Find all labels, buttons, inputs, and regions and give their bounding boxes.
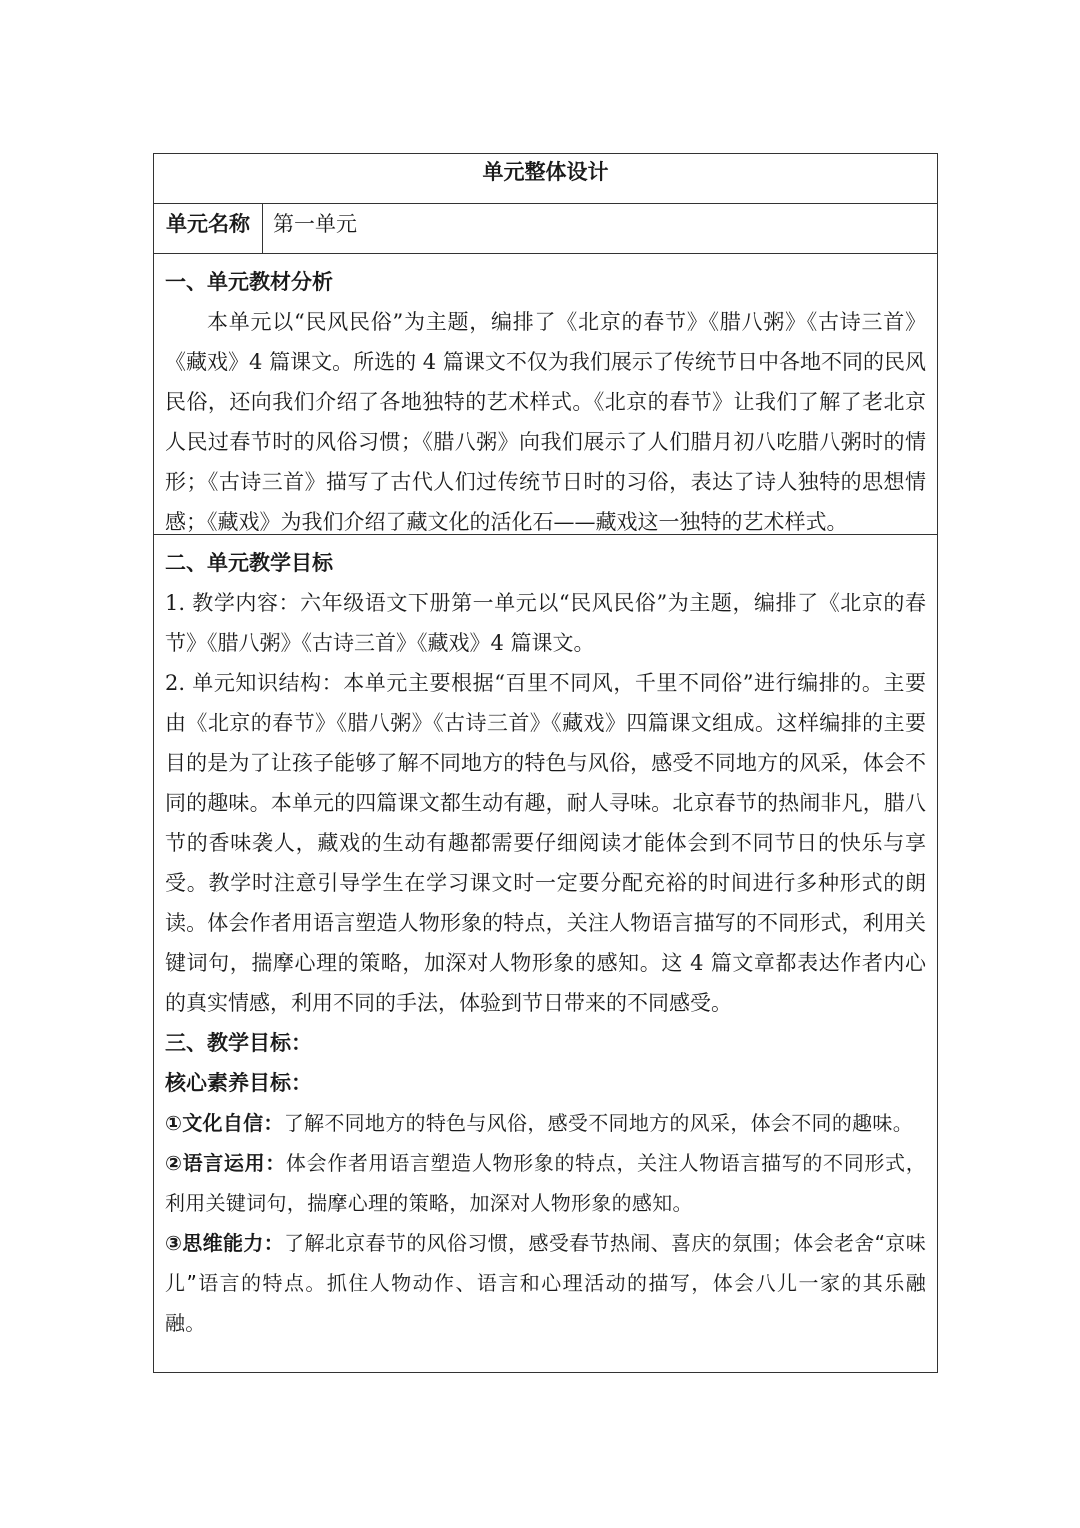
- unit-name-label: 单元名称: [154, 204, 263, 253]
- section-material-analysis: [154, 254, 937, 535]
- goal-lead: ③思维能力：: [165, 1231, 285, 1255]
- goal-text: 体会作者用语言塑造人物形象的特点，关注人物语言描写的不同形式，利用关键词句，揣摩心理的策略，加深对人物形象的感知。: [165, 1151, 926, 1215]
- unit-design-table: [153, 153, 938, 1373]
- goal-lead: ②语言运用：: [165, 1151, 286, 1175]
- goal-text: 了解不同地方的特色与风俗，感受不同地方的风采，体会不同的趣味。: [283, 1111, 914, 1135]
- section2-heading: 二、单元教学目标: [165, 550, 333, 575]
- section2-item2: 2. 单元知识结构：本单元主要根据“百里不同风，千里不同俗”进行编排的。主要由《北京的春节》《腊八粥》《古诗三首》《藏戏》四篇课文组成。这样编排的主要目的是为了让孩子能够了解不同地方的特色与风俗，感受不同地方的风采，体会不同的趣味。本单元的四篇课文都生动有趣，耐人寻味。北京春节的热闹非凡，腊八节的香味袭人，藏戏的生动有趣都需要仔细阅读才能体会到不同节日的快乐与享受。教学时注意引导学生在学习课文时一定要分配充裕的时间进行多种形式的朗读。体会作者用语言塑造人物形象的特点，关注人物语言描写的不同形式，利用关键词句，揣摩心理的策略，加深对人物形象的感知。这 4 篇文章都表达作者内心的真实情感，利用不同的手法，体验到节日带来的不同感受。: [165, 671, 926, 1015]
- section1-paragraph: 本单元以“民风民俗”为主题，编排了《北京的春节》《腊八粥》《古诗三首》《藏戏》4 篇课文。所选的 4 篇课文不仅为我们展示了传统节日中各地不同的民风民俗，还向我们介绍了各地独特的艺术样式。《北京的春节》让我们了解了老北京人民过春节时的风俗习惯；《腊八粥》向我们展示了人们腊月初八吃腊八粥时的情形；《古诗三首》描写了古代人们过传统节日时的习俗，表达了诗人独特的思想情感；《藏戏》为我们介绍了藏文化的活化石——藏戏这一独特的艺术样式。: [165, 310, 926, 534]
- section1-heading: 一、单元教材分析: [165, 269, 333, 294]
- goal-cultural-confidence: [165, 1103, 926, 1143]
- goal-thinking-ability: [165, 1223, 926, 1343]
- goal-language-use: [165, 1143, 926, 1223]
- goal-text: 了解北京春节的风俗习惯，感受春节热闹、喜庆的氛围；体会老舍“京味儿”语言的特点。抓住人物动作、语言和心理活动的描写，体会八儿一家的其乐融融。: [165, 1231, 926, 1335]
- table-title: 单元整体设计: [154, 154, 937, 204]
- section3-subheading: 核心素养目标：: [165, 1070, 312, 1095]
- section3-heading: 三、教学目标：: [165, 1030, 312, 1055]
- unit-name-row: [154, 204, 937, 254]
- goal-lead: ①文化自信：: [165, 1111, 284, 1135]
- section-teaching-goals: [154, 535, 937, 1372]
- unit-name-value: 第一单元: [273, 212, 357, 236]
- section2-item1: 1. 教学内容：六年级语文下册第一单元以“民风民俗”为主题，编排了《北京的春节》《腊八粥》《古诗三首》《藏戏》4 篇课文。: [165, 591, 926, 655]
